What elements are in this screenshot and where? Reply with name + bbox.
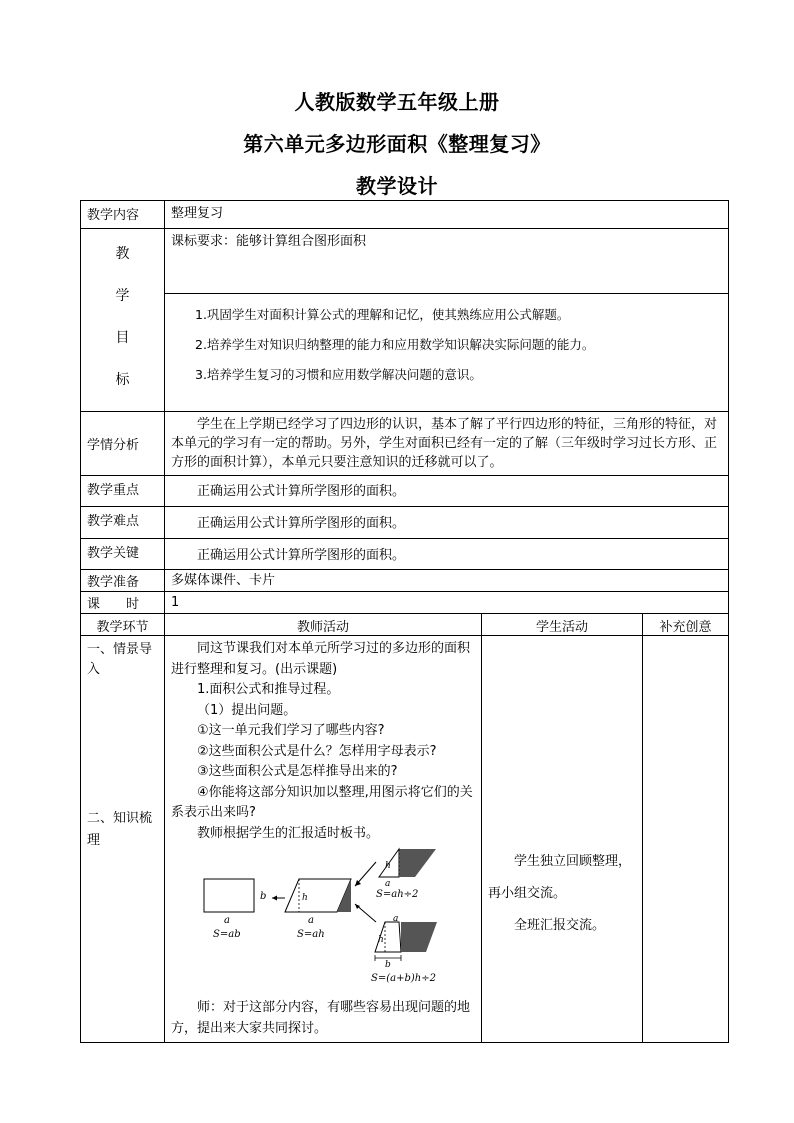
- rect-formula: S=ab: [213, 929, 241, 940]
- para-formula: S=ah: [297, 929, 325, 940]
- row-objectives-standard: [81, 229, 729, 294]
- objectives-label-char: 学: [115, 288, 130, 304]
- teacher-question: ③这些面积公式是怎样推导出来的?: [197, 764, 398, 779]
- trapezoid-formula: S=(a+b)h÷2: [371, 973, 436, 984]
- column-header-extra: 补充创意: [659, 620, 712, 635]
- analysis-text: 学生在上学期已经学习了四边形的认识，基本了解了平行四边形的特征，三角形的特征，对本单元的学习有一定的帮助。另外，学生对面积已经有一定的了解（三年级时学习过长方形、正方形的面积计算），本单元只要注意知识的迁移就可以了。: [171, 417, 718, 470]
- doc-title-line2: 第六单元多边形面积《整理复习》: [243, 132, 551, 156]
- lesson-plan-table: [80, 200, 729, 1043]
- rectangle-shape: [204, 879, 254, 912]
- content-label: 教学内容: [87, 208, 140, 223]
- teacher-discussion-prompt: 师：对于这部分内容，有哪些容易出现问题的地方，提出来大家共同探讨。: [171, 1000, 471, 1036]
- difficult-point-text: 正确运用公式计算所学图形的面积。: [197, 516, 406, 531]
- arrow-to-rectangle: [272, 896, 277, 901]
- teacher-board-note: 教师根据学生的汇报适时板书。: [197, 825, 380, 841]
- preparation-label: 教学准备: [87, 575, 140, 590]
- column-header-teacher: 教师活动: [296, 620, 349, 635]
- period-label: 课 时: [87, 597, 140, 612]
- row-analysis: [81, 412, 729, 476]
- stage-intro: 一、情景导入: [87, 642, 153, 677]
- doc-title-line1: 人教版数学五年级上册: [294, 90, 500, 114]
- triangle-formula: S=ah÷2: [376, 889, 419, 900]
- row-key-point: [81, 476, 729, 507]
- content-value: 整理复习: [171, 206, 224, 221]
- row-difficult-point: [81, 507, 729, 539]
- teacher-substep: （1）提出问题。: [197, 702, 297, 718]
- para-base-a: a: [308, 915, 314, 926]
- doc-title-line3: 教学设计: [356, 174, 438, 198]
- trapezoid-copy-piece: [401, 922, 437, 952]
- para-height-h: h: [302, 893, 308, 903]
- row-period: [81, 592, 729, 614]
- teacher-intro-text: 同这节课我们对本单元所学习过的多边形的面积进行整理和复习。(出示课题): [171, 641, 471, 677]
- column-header-stage: 教学环节: [96, 620, 149, 635]
- activity-row: [81, 636, 729, 1043]
- objectives-label-char: 标: [115, 372, 130, 388]
- teacher-step-heading: 1.面积公式和推导过程。: [197, 682, 340, 697]
- column-header-row: [81, 614, 729, 636]
- objectives-label-char: 教: [115, 246, 130, 262]
- area-formula-diagram: [171, 846, 476, 992]
- preparation-text: 多媒体课件、卡片: [171, 573, 276, 588]
- analysis-label: 学情分析: [87, 438, 140, 453]
- objectives-list: [165, 294, 728, 390]
- row-content: [81, 201, 729, 229]
- stage-column: [81, 636, 164, 1041]
- crux-label: 教学关键: [87, 546, 140, 561]
- row-crux: [81, 539, 729, 570]
- teacher-question: ④你能将这部分知识加以整理,用图示将它们的关系表示出来吗?: [171, 784, 473, 820]
- student-activity: [482, 636, 642, 942]
- triangle-copy-piece: [399, 849, 436, 877]
- student-step: 全班汇报交流。: [514, 918, 606, 933]
- objective-item: 1.巩固学生对面积计算公式的理解和记忆，使其熟练应用公式解题。: [195, 307, 570, 323]
- row-preparation: [81, 570, 729, 592]
- rect-side-a: a: [224, 915, 230, 926]
- column-header-student: 学生活动: [535, 620, 588, 635]
- period-value: 1: [171, 595, 180, 610]
- objective-item: 2.培养学生对知识归纳整理的能力和应用数学知识解决实际问题的能力。: [195, 337, 595, 353]
- key-point-text: 正确运用公式计算所学图形的面积。: [197, 484, 406, 499]
- rect-side-b: b: [260, 891, 267, 902]
- stage-knowledge-review: 二、知识梳理: [87, 811, 153, 848]
- crux-text: 正确运用公式计算所学图形的面积。: [197, 548, 406, 563]
- key-point-label: 教学重点: [87, 483, 140, 498]
- difficult-point-label: 教学难点: [87, 514, 140, 529]
- curriculum-standard: 课标要求：能够计算组合图形面积: [171, 234, 367, 249]
- row-objectives: [81, 294, 729, 412]
- teacher-activity: [165, 636, 481, 1039]
- student-step: 再小组交流。: [488, 886, 567, 901]
- trapezoid-bottom-b: b: [385, 960, 391, 970]
- student-step: 学生独立回顾整理，: [514, 854, 632, 869]
- trapezoid-top-a: a: [393, 914, 399, 924]
- trapezoid-height-h: h: [378, 935, 384, 945]
- objective-item: 3.培养学生复习的习惯和应用数学解决问题的意识。: [195, 367, 482, 383]
- teacher-question: ①这一单元我们学习了哪些内容?: [197, 723, 385, 738]
- teacher-question: ②这些面积公式是什么？怎样用字母表示?: [197, 743, 437, 759]
- triangle-height-h: h: [385, 861, 391, 871]
- triangle-base-a: a: [385, 879, 391, 889]
- objectives-label: [81, 229, 164, 411]
- objectives-label-char: 目: [115, 330, 130, 346]
